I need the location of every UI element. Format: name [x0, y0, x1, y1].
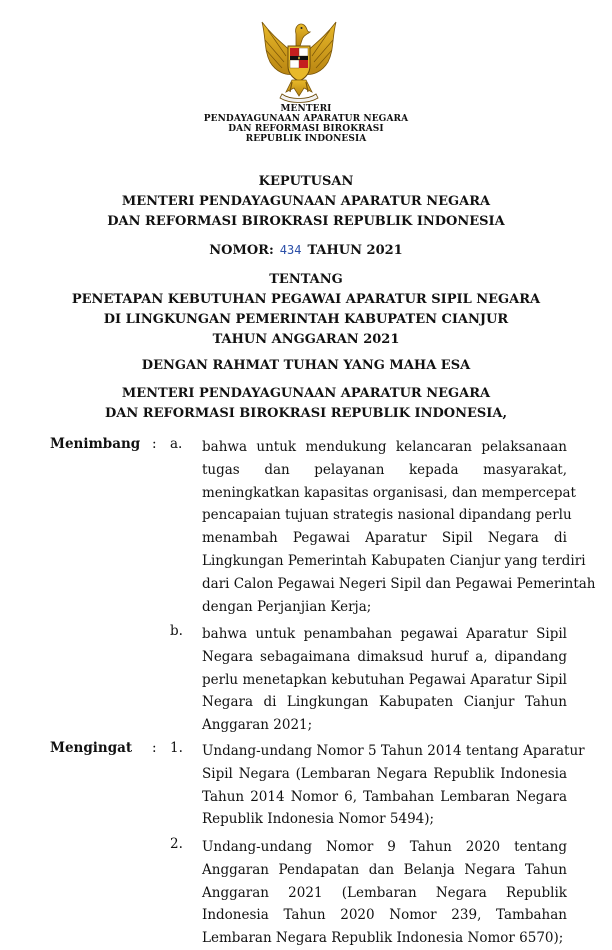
minister-block: [0, 384, 612, 424]
text-line: Indonesia Tahun 2020 Nomor 239, Tambahan: [202, 907, 567, 924]
text-line: meningkatkan kapasitas organisasi, dan mempercepat: [202, 484, 576, 501]
item-marker: 2.: [170, 836, 183, 852]
subject-line: TAHUN ANGGARAN 2021: [212, 332, 400, 347]
text-line: bahwa untuk penambahan pegawai Aparatur Sipil: [202, 626, 567, 642]
mengingat-colon: :: [152, 740, 157, 756]
menimbang-label: Menimbang: [50, 436, 141, 452]
institution-line: REPUBLIK INDONESIA: [245, 134, 367, 144]
text-line: Anggaran Pendapatan dan Belanja Negara Tahun: [202, 861, 567, 878]
menimbang-item-a: [202, 436, 596, 618]
text-line: Sipil Negara (Lembaran Negara Republik Indonesia: [202, 765, 567, 782]
text-line: Undang-undang Nomor 9 Tahun 2020 tentang: [202, 839, 567, 855]
text-line: Lingkungan Pemerintah Kabupaten Cianjur yang terdiri: [202, 552, 586, 569]
text-line: Anggaran 2021 (Lembaran Negara Republik: [202, 884, 567, 901]
rahmat-line: [0, 356, 612, 376]
minister-line: MENTERI PENDAYAGUNAAN APARATUR NEGARA: [121, 386, 491, 401]
tentang-label: TENTANG: [269, 272, 343, 287]
institution-line: MENTERI: [280, 104, 332, 114]
text-line: Anggaran 2021;: [202, 717, 313, 734]
subject-line: DI LINGKUNGAN PEMERINTAH KABUPATEN CIANJUR: [103, 312, 509, 327]
text-line: dengan Perjanjian Kerja;: [202, 598, 372, 615]
text-line: bahwa untuk mendukung kelancaran pelaksanaan: [202, 439, 567, 455]
subject-block: [0, 270, 612, 350]
nomor-value: 434: [279, 243, 302, 257]
garuda-emblem-icon: [256, 16, 342, 104]
issuer-line: MENTERI PENDAYAGUNAAN APARATUR NEGARA: [121, 194, 491, 209]
text-line: menambah Pegawai Aparatur Sipil Negara di: [202, 530, 567, 547]
mengingat-item-1: [202, 740, 585, 831]
text-line: Negara sebagaimana dimaksud huruf a, dipandang: [202, 648, 567, 665]
decree-title-block: [0, 172, 612, 232]
institution-line: DAN REFORMASI BIROKRASI: [228, 124, 384, 134]
text-line: pencapaian tujuan strategis nasional dipandang perlu: [202, 507, 572, 524]
rahmat-text: DENGAN RAHMAT TUHAN YANG MAHA ESA: [141, 358, 471, 373]
mengingat-item-2: [202, 836, 567, 950]
decree-number: [0, 240, 612, 261]
text-line: Lembaran Negara Republik Indonesia Nomor 6570);: [202, 930, 564, 947]
item-marker: 1.: [170, 740, 183, 756]
item-marker: a.: [170, 436, 183, 452]
tahun-label: TAHUN 2021: [307, 243, 403, 258]
text-line: tugas dan pelayanan kepada masyarakat,: [202, 461, 567, 478]
text-line: perlu menetapkan kebutuhan Pegawai Aparatur Sipil: [202, 671, 567, 688]
text-line: dari Calon Pegawai Negeri Sipil dan Pegawai Pemerintah: [202, 575, 596, 592]
institution-line: PENDAYAGUNAAN APARATUR NEGARA: [203, 114, 409, 124]
text-line: Tahun 2014 Nomor 6, Tambahan Lembaran Negara: [202, 788, 567, 805]
text-line: Undang-undang Nomor 5 Tahun 2014 tentang Aparatur: [202, 743, 585, 759]
text-line: Negara di Lingkungan Kabupaten Cianjur Tahun: [202, 694, 567, 711]
minister-line: DAN REFORMASI BIROKRASI REPUBLIK INDONESIA,: [105, 406, 507, 421]
mengingat-label: Mengingat: [50, 740, 133, 756]
nomor-label: NOMOR:: [209, 243, 274, 258]
text-line: Republik Indonesia Nomor 5494);: [202, 811, 435, 828]
menimbang-item-b: [202, 623, 567, 737]
menimbang-colon: :: [152, 436, 157, 452]
subject-line: PENETAPAN KEBUTUHAN PEGAWAI APARATUR SIPIL NEGARA: [71, 292, 541, 307]
issuer-line: DAN REFORMASI BIROKRASI REPUBLIK INDONESIA: [107, 214, 505, 229]
decree-title: KEPUTUSAN: [258, 174, 354, 189]
institution-header: [0, 104, 612, 144]
item-marker: b.: [170, 623, 183, 639]
